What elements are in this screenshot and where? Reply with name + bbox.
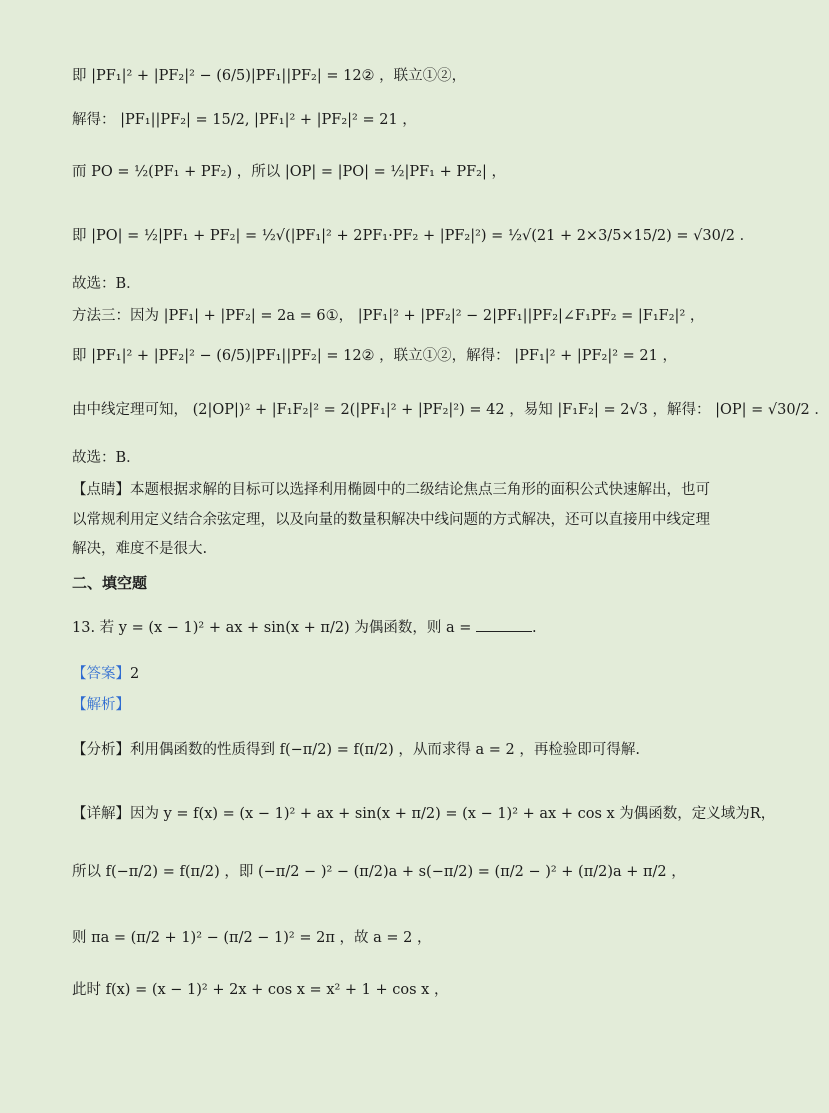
line-mid: ，联立①②，解得： [379,348,510,364]
analysis-label: 【解析】 [72,697,130,713]
equation: f(x) = (x − 1)² + 2x + cos x = x² + 1 + cos x [105,982,430,998]
comment-label: 【点睛】 [72,482,130,498]
line-suffix: ． [814,402,829,418]
equation: |PF₁| + |PF₂| = 2a = 6① [163,308,339,324]
comment-paragraph [72,476,720,565]
xiangjie-line [72,804,776,825]
xiangjie-label: 【详解】 [72,806,130,822]
section-title: 二、填空题 [72,574,148,592]
solution-line-3 [72,162,747,183]
equation: |F₁F₂| = 2√3 [557,402,648,418]
solution-line-4 [72,226,755,247]
question-suffix: . [531,620,537,636]
equation: |PO| = ½|PF₁ + PF₂| = ½√(|PF₁|² + 2PF₁·PF₂ + |PF₂|²) = ½√(21 + 2×3/5×15/2) = √30/2 [91,228,735,244]
step-mid: ，即 [224,864,254,880]
equation: |OP| = |PO| = ½|PF₁ + PF₂| [284,164,487,180]
step-mid: ，故 [339,930,369,946]
step-line-3 [72,980,747,1001]
line-mid: ，易知 [509,402,553,418]
fenxi-text-3: ，再检验即可得解. [519,742,640,758]
question-number: 13. [72,620,96,636]
equation: y = f(x) = (x − 1)² + ax + sin(x + π/2) = (x − 1)² + ax + cos x [163,806,615,822]
fenxi-text-2: ，从而求得 [398,742,471,758]
variable: a = [445,620,472,636]
fenxi-line [72,740,747,761]
answer-blank [476,619,532,632]
line-suffix: ， [491,164,506,180]
question-13 [72,618,747,639]
fenxi-label: 【分析】 [72,742,130,758]
step-suffix: ， [433,982,449,998]
line-prefix: 即 [72,228,87,244]
equation: (−π/2 − )² − (π/2)a + s(−π/2) = (π/2 − )² + (π/2)a + π/2 [258,864,667,880]
step-prefix: 则 [72,930,87,946]
question-mid: 为偶函数，则 [354,620,442,636]
solution-line-2 [72,110,747,131]
equation: (2|OP|)² + |F₁F₂|² = 2(|PF₁|² + |PF₂|²) = 42 [192,402,505,418]
line-prefix: 由中线定理可知， [72,402,188,418]
line-suffix: ， [402,112,417,128]
equation: a = 2 [475,742,515,758]
equation: |PF₁|² + |PF₂|² − 2|PF₁||PF₂|∠F₁PF₂ = |F₁F₂|² [357,308,686,324]
fenxi-text-1: 利用偶函数的性质得到 [130,742,275,758]
solution-line-1 [72,66,747,87]
line-mid: ，所以 [236,164,281,180]
line-suffix: ， [689,308,705,324]
equation: f(−π/2) = f(π/2) [279,742,394,758]
step-suffix: ， [416,930,432,946]
median-theorem-line [72,400,829,421]
analysis-line [72,695,747,716]
equation: |PF₁|² + |PF₂|² − (6/5)|PF₁||PF₂| = 12② [91,68,375,84]
equation: y = (x − 1)² + ax + sin(x + π/2) [118,620,350,636]
question-prefix: 若 [99,620,115,636]
xiangjie-text-1: 因为 [130,806,159,822]
choice-line: 故选：B． [72,450,141,466]
equation: |OP| = √30/2 [715,402,810,418]
equation: f(−π/2) = f(π/2) [105,864,220,880]
equation: |PF₁|² + |PF₂|² − (6/5)|PF₁||PF₂| = 12② [91,348,375,364]
equation: |PF₁||PF₂| = 15/2, |PF₁|² + |PF₂|² = 21 [120,112,398,128]
step-line-1 [72,862,747,883]
equation: a = 2 [373,930,413,946]
equation: PO = ½(PF₁ + PF₂) [91,164,233,180]
line-mid: ，解得： [652,402,711,418]
line-prefix: 解得： [72,112,116,128]
equation: |PF₁|² + |PF₂|² = 21 [514,348,658,364]
line-suffix: ， [662,348,677,364]
line-prefix: 而 [72,164,87,180]
line-prefix: 即 [72,68,87,84]
comment-text: 本题根据求解的目标可以选择利用椭圆中的二级结论焦点三角形的面积公式快速解出，也可以常规利用定义结合余弦定理，以及向量的数量积解决中线问题的方式解决，还可以直接用中线定理解决，难度不是很大. [72,482,710,558]
answer-line [72,664,747,685]
line-prefix: 即 [72,348,87,364]
xiangjie-text-2: 为偶函数，定义域为R， [619,806,776,822]
line-suffix: ，联立①②， [379,68,467,84]
solution-line-7 [72,346,747,367]
equation: πa = (π/2 + 1)² − (π/2 − 1)² = 2π [91,930,335,946]
answer-label: 【答案】 [72,666,130,682]
method-three-line: 方法三：因为 |PF₁| + |PF₂| = 2a = 6①， |PF₁|² + |PF₂|² − 2|PF₁||PF₂|∠F₁PF₂ = |F₁F₂|² ， [72,308,705,324]
step-prefix: 所以 [72,864,101,880]
step-suffix: ， [671,864,686,880]
step-prefix: 此时 [72,982,101,998]
choice-line: 故选：B． [72,276,141,292]
step-line-2 [72,928,747,949]
line-suffix: ． [739,228,755,244]
line-prefix: 方法三：因为 [72,308,159,324]
answer-value: 2 [130,666,140,682]
